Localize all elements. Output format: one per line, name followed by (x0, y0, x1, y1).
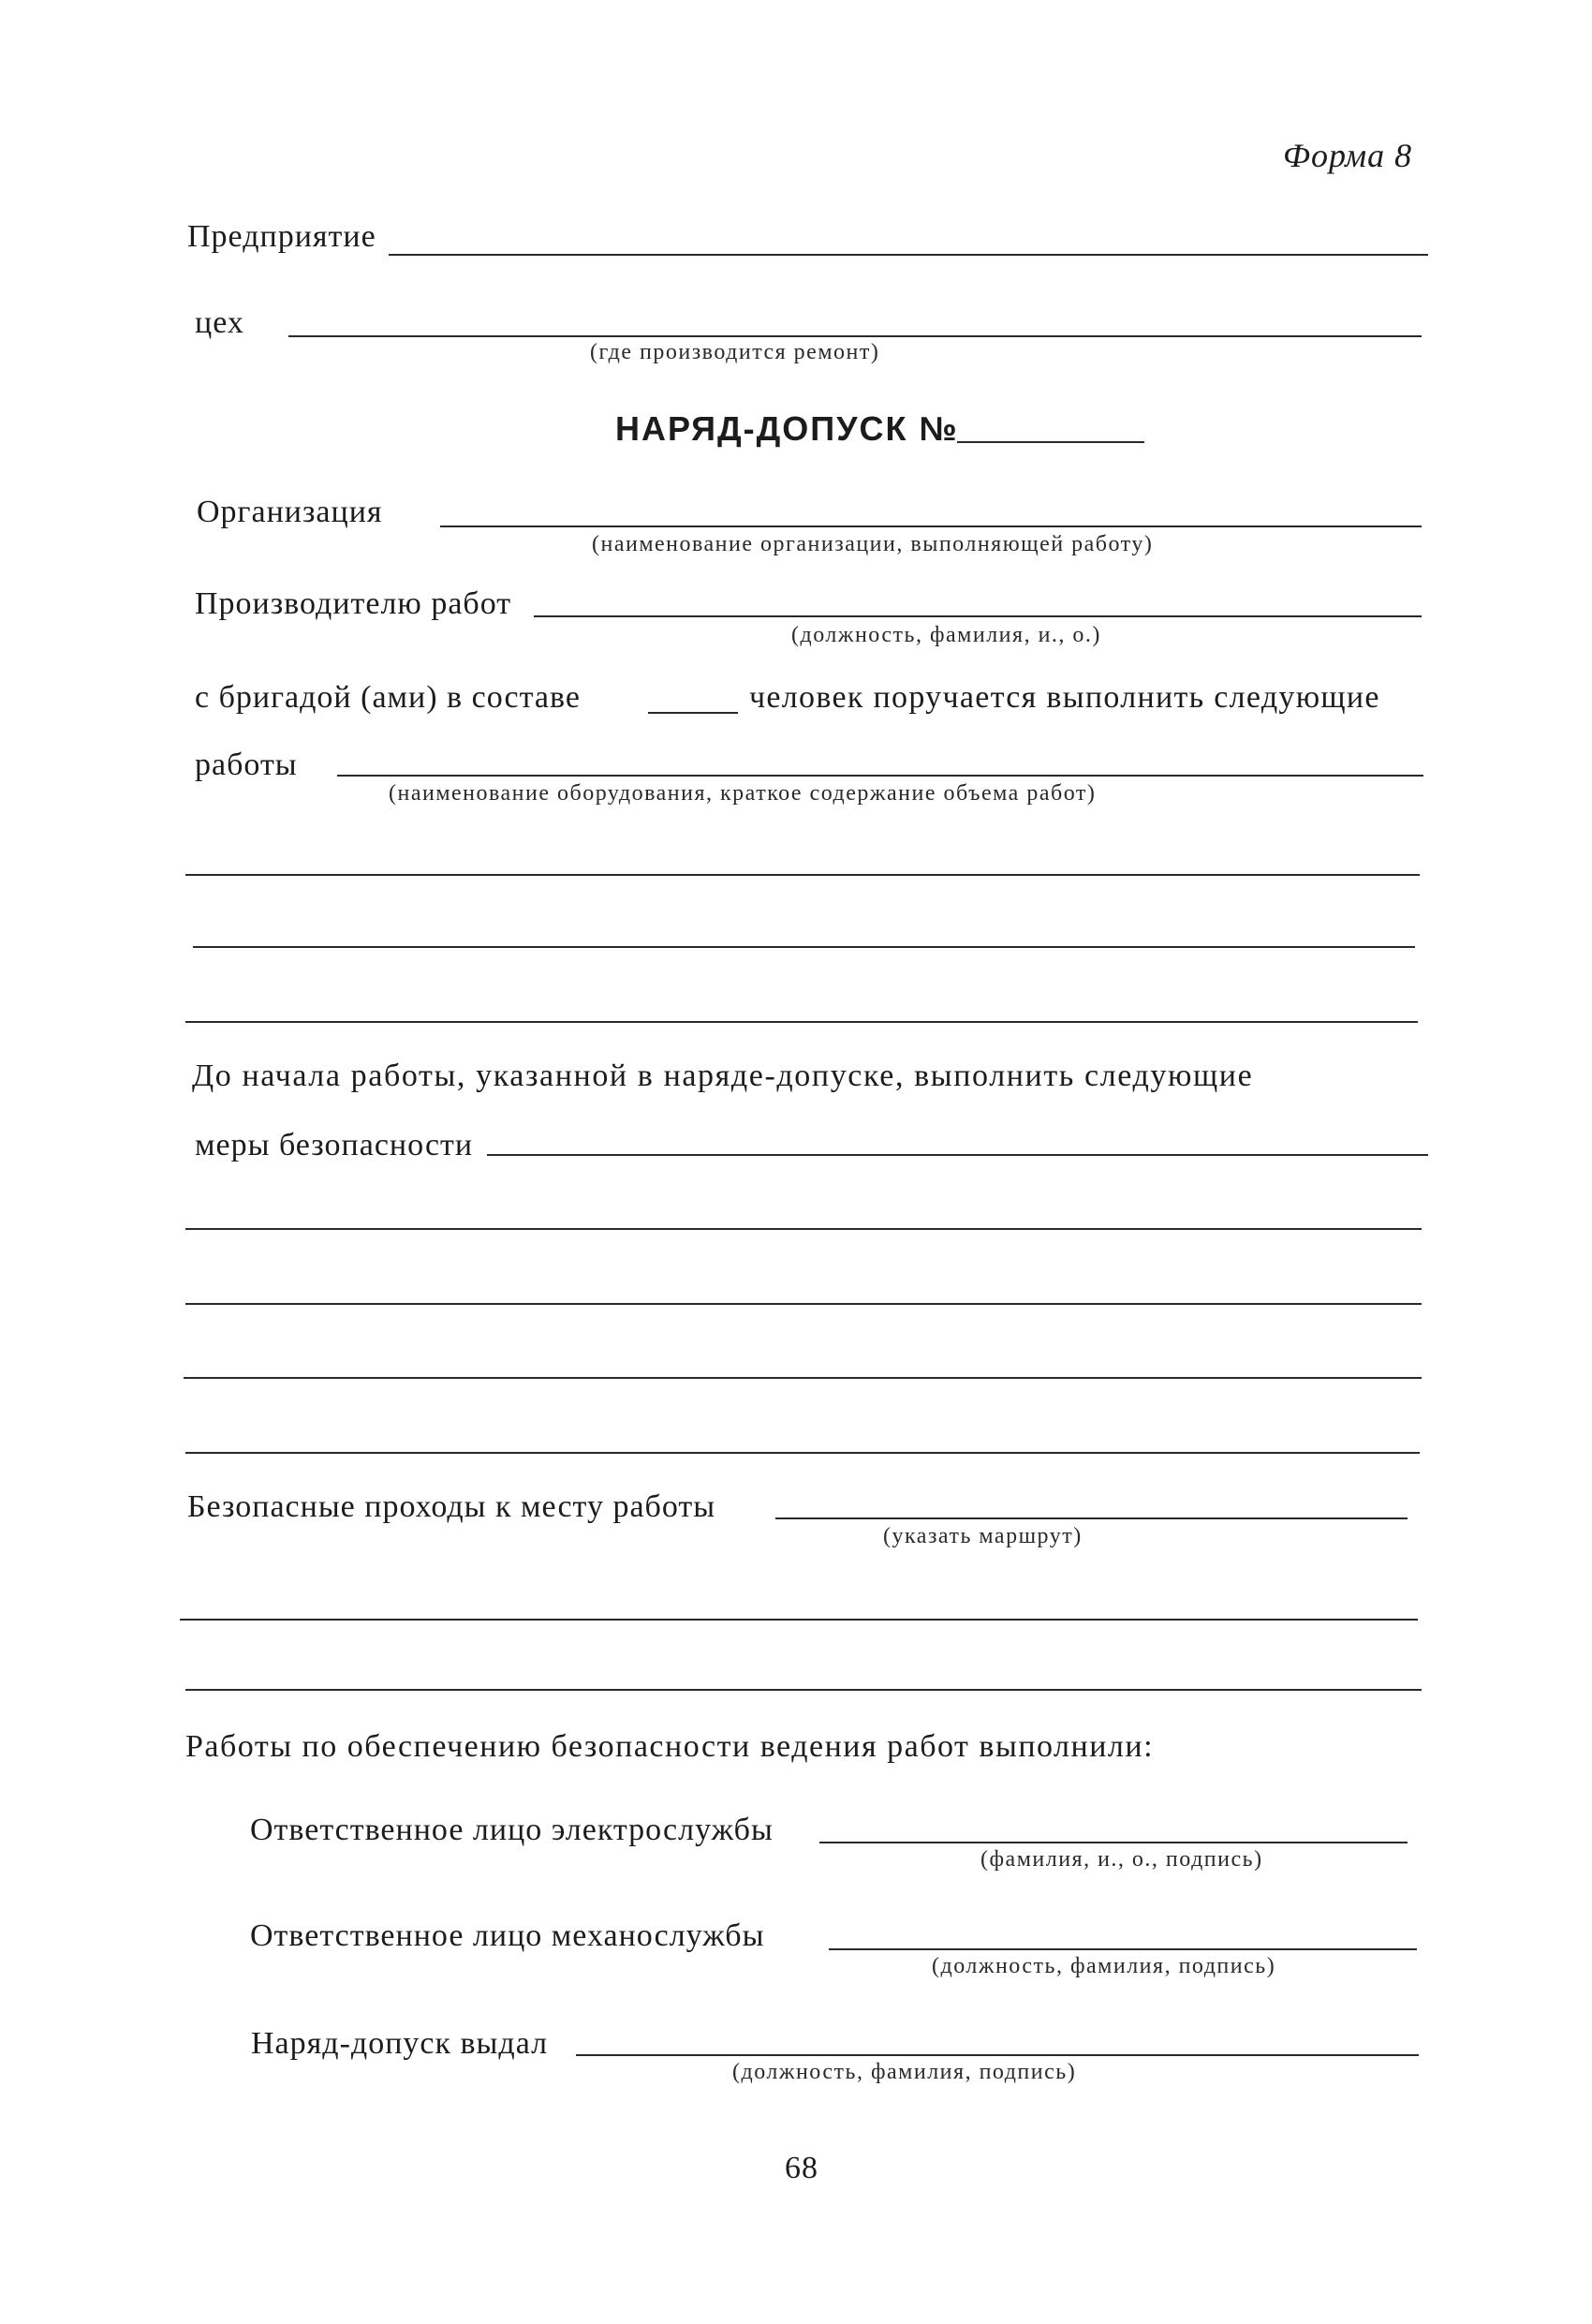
brigade-count-field[interactable] (648, 712, 738, 714)
electric-responsible-hint: (фамилия, и., о., подпись) (980, 1847, 1263, 1872)
works-line-3[interactable] (193, 946, 1415, 948)
passages-line-2[interactable] (180, 1619, 1418, 1621)
measures-line-5[interactable] (185, 1452, 1420, 1454)
issued-by-field[interactable] (576, 2054, 1419, 2056)
permit-number-field[interactable] (957, 441, 1144, 443)
works-field[interactable] (337, 775, 1423, 777)
issued-by-hint: (должность, фамилия, подпись) (732, 2060, 1077, 2084)
organization-label: Организация (197, 495, 383, 529)
measures-label: меры безопасности (195, 1128, 474, 1162)
electric-responsible-field[interactable] (819, 1842, 1408, 1843)
passages-line-3[interactable] (185, 1689, 1422, 1691)
measures-line-4[interactable] (184, 1377, 1422, 1379)
measures-line-3[interactable] (185, 1303, 1422, 1305)
mechanic-responsible-label: Ответственное лицо механослужбы (250, 1918, 765, 1953)
form-number-label: Форма 8 (1283, 137, 1413, 174)
organization-field[interactable] (440, 525, 1422, 527)
brigade-text-end: человек поручается выполнить следующие (749, 680, 1380, 715)
organization-hint: (наименование организации, выполняющей работу) (592, 532, 1154, 556)
passages-hint: (указать маршрут) (883, 1524, 1083, 1548)
passages-label: Безопасные проходы к месту работы (187, 1489, 716, 1524)
mechanic-responsible-hint: (должность, фамилия, подпись) (932, 1954, 1276, 1978)
measures-line-2[interactable] (185, 1228, 1422, 1230)
works-hint: (наименование оборудования, краткое содержание объема работ) (389, 781, 1097, 806)
shop-hint: (где производится ремонт) (590, 340, 880, 364)
works-label: работы (195, 748, 298, 782)
permit-title: НАРЯД-ДОПУСК № (615, 409, 959, 448)
producer-hint: (должность, фамилия, и., о.) (791, 623, 1101, 647)
mechanic-responsible-field[interactable] (829, 1948, 1417, 1950)
enterprise-field[interactable] (389, 254, 1428, 256)
producer-label: Производителю работ (195, 586, 512, 621)
works-line-4[interactable] (185, 1021, 1418, 1023)
brigade-text-start: с бригадой (ами) в составе (195, 680, 581, 715)
enterprise-label: Предприятие (187, 219, 376, 254)
issued-by-label: Наряд-допуск выдал (251, 2026, 549, 2061)
electric-responsible-label: Ответственное лицо электрослужбы (250, 1813, 774, 1847)
works-line-2[interactable] (185, 874, 1420, 876)
shop-label: цех (195, 305, 244, 340)
page-number: 68 (785, 2151, 818, 2185)
shop-field[interactable] (288, 335, 1422, 337)
safety-works-text: Работы по обеспечению безопасности ведения работ выполнили: (185, 1729, 1155, 1764)
measures-field[interactable] (487, 1154, 1428, 1156)
measures-intro: До начала работы, указанной в наряде-допуске, выполнить следующие (192, 1058, 1254, 1093)
passages-field[interactable] (775, 1517, 1408, 1519)
producer-field[interactable] (534, 615, 1422, 617)
